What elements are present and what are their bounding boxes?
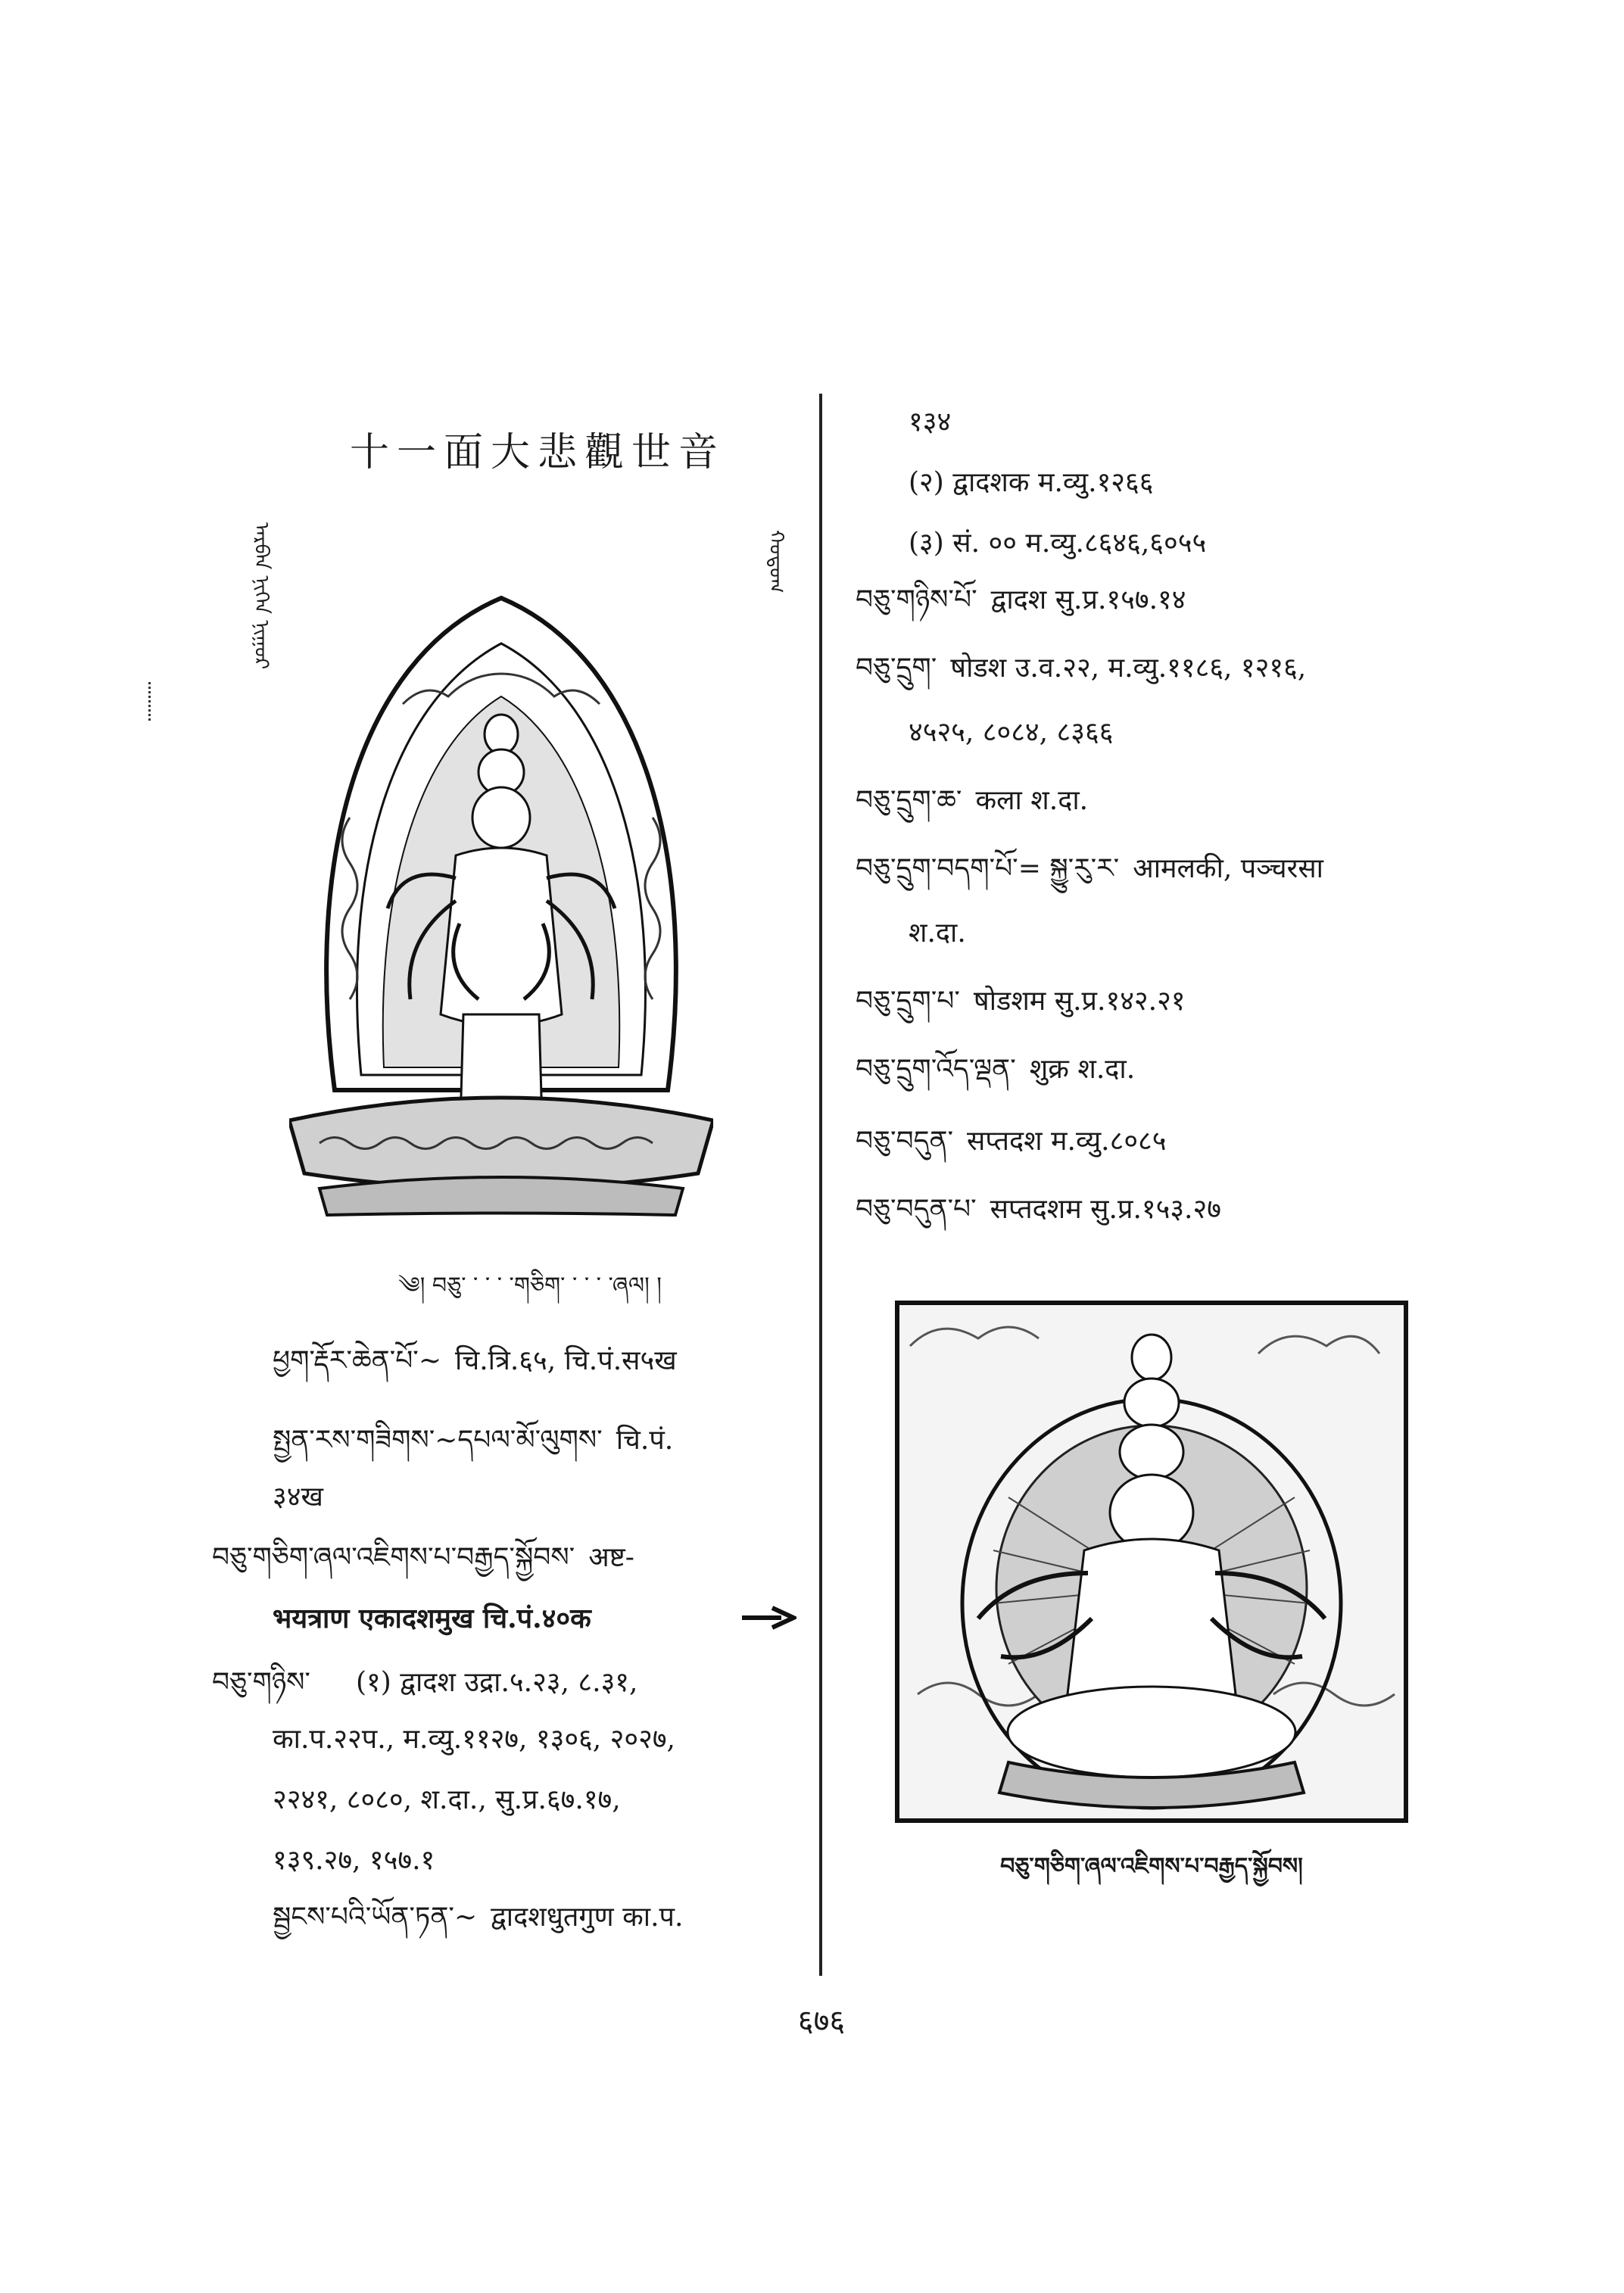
dict-entry: [909, 715, 1113, 750]
entry-tibetan-headword: བཅུ་དྲུག་འོད་ལྡན་: [856, 1054, 1016, 1085]
dict-entry: [273, 1344, 677, 1379]
dict-entry: [909, 466, 1153, 500]
entry-definition: षोडश उ.व.२२, म.व्यु.११८६, १२१६,: [950, 653, 1307, 684]
eleven-faced-avalokiteshvara-illustration: [289, 545, 713, 1219]
entry-tibetan-headword: སྤྱན་རས་གཟིགས་~དཔལ་མོ་ལུགས་: [273, 1425, 603, 1456]
entry-definition: शुक्र श.दा.: [1029, 1054, 1136, 1085]
dict-entry: [856, 784, 1088, 818]
entry-definition: १३९.२७, १५७.१: [273, 1845, 435, 1876]
entry-definition: २२४१, ८०८०, श.दा., सु.प्र.६७.१७,: [273, 1784, 621, 1815]
mongolian-inscription-right: ᠬᠤᠳᠤᠭ: [765, 530, 787, 594]
entry-tibetan-headword: ཕྱག་རྡོར་ཆེན་པོ་~: [273, 1345, 442, 1376]
entry-tibetan-headword: བཅུ་དྲུག་པ་: [856, 986, 960, 1017]
dict-entry: [856, 1124, 1167, 1159]
entry-tibetan-headword: བཅུ་བདུན་: [856, 1126, 954, 1157]
entry-definition: भयत्राण एकादशमुख चि.पं.४०क: [273, 1603, 591, 1634]
dict-entry: [212, 1541, 634, 1575]
column-divider: [819, 394, 822, 1976]
entry-definition: (२) द्वादशक म.व्यु.१२६६: [909, 467, 1154, 498]
dict-entry: [273, 1601, 591, 1636]
figure-title-chinese: 十一面大悲觀世音: [349, 430, 725, 475]
dict-entry: [856, 1052, 1135, 1087]
dict-entry: [273, 1783, 621, 1818]
entry-definition: द्वादशधुतगुण का.प.: [491, 1902, 684, 1933]
entry-definition: द्वादश सु.प्र.१५७.१४: [990, 584, 1186, 615]
entry-definition: चि.पं.: [616, 1425, 674, 1456]
margin-tick-mark: [148, 681, 151, 721]
entry-tibetan-headword: བཅུ་དྲུག་: [856, 653, 937, 684]
entry-tibetan-headword: བཅུ་དྲུག་བདག་པོ་= སྐྱུ་རུ་ར་: [856, 853, 1120, 884]
dict-entry: [856, 1192, 1221, 1227]
entry-definition: चि.त्रि.६५, चि.पं.स५ख: [455, 1345, 677, 1376]
dict-entry: [273, 1722, 675, 1757]
entry-tibetan-headword: བཅུ་བདུན་པ་: [856, 1194, 977, 1225]
entry-definition: १३४: [909, 407, 952, 438]
entry-definition: कला श.दा.: [975, 785, 1089, 816]
dict-entry: [273, 1480, 323, 1515]
dict-entry: [273, 1900, 683, 1935]
entry-tibetan-headword: སྦྱངས་པའི་ཡོན་ཏན་~: [273, 1902, 478, 1933]
dict-entry: [212, 1665, 637, 1700]
arrow-right-icon: [742, 1605, 796, 1631]
entry-definition: आमलकी, पञ्चरसा: [1133, 853, 1323, 884]
dict-entry: [909, 405, 951, 440]
entry-definition: षोडशम सु.प्र.१४२.२१: [973, 986, 1186, 1017]
dict-entry: [909, 526, 1206, 561]
entry-definition: का.प.२२प., म.व्यु.११२७, १३०६, २०२७,: [273, 1724, 675, 1755]
entry-tibetan-headword: བཅུ་གཉིས་པོ་: [856, 584, 977, 615]
figure-caption-tibetan-right: བཅུ་གཅིག་ཞལ་འཇིགས་པ་བརྒྱད་སྐྱོབས།: [1000, 1853, 1303, 1880]
entry-definition: ४५२५, ८०८४, ८३६६: [909, 717, 1114, 748]
entry-definition: ३४ख: [273, 1481, 323, 1513]
entry-tibetan-headword: བཅུ་དྲུག་ཆ་: [856, 785, 962, 816]
dict-entry: [856, 984, 1186, 1019]
entry-definition: सप्तदश म.व्यु.८०८५: [967, 1126, 1167, 1157]
mongolian-inscription-left: ᠠᠷᠪᠠᠨ ᠨᠢᠭᠡᠨ ᠨᠢᠭᠤᠷ: [250, 522, 273, 670]
thousand-armed-avalokiteshvara-illustration: [895, 1301, 1408, 1823]
dict-entry: [856, 651, 1306, 686]
dict-entry: [909, 916, 966, 951]
entry-definition: श.दा.: [909, 918, 966, 949]
entry-tibetan-headword: བཅུ་གཅིག་ཞལ་འཇིགས་པ་བརྒྱད་སྐྱོབས་: [212, 1542, 575, 1573]
entry-tibetan-headword: བཅུ་གཉིས་: [212, 1667, 310, 1698]
page-number: ६७६: [797, 2004, 846, 2039]
figure-caption-tibetan-left: ༄། བཅུ་ ་ ་ ་ ་གཅིག་ ་ ་ ་ ་ཞལ། །: [398, 1273, 662, 1299]
dict-entry: [273, 1423, 673, 1458]
dict-entry: [273, 1843, 435, 1878]
entry-definition: अष्ट-: [588, 1542, 634, 1573]
dict-entry: [856, 583, 1186, 618]
entry-definition: (३) सं. ०० म.व्यु.८६४६,६०५५: [909, 528, 1207, 559]
entry-definition: सप्तदशम सु.प्र.१५३.२७: [990, 1194, 1221, 1225]
entry-definition: (१) द्वादश उद्रा.५.२३, ८.३१,: [356, 1667, 638, 1698]
dict-entry: [856, 852, 1323, 886]
